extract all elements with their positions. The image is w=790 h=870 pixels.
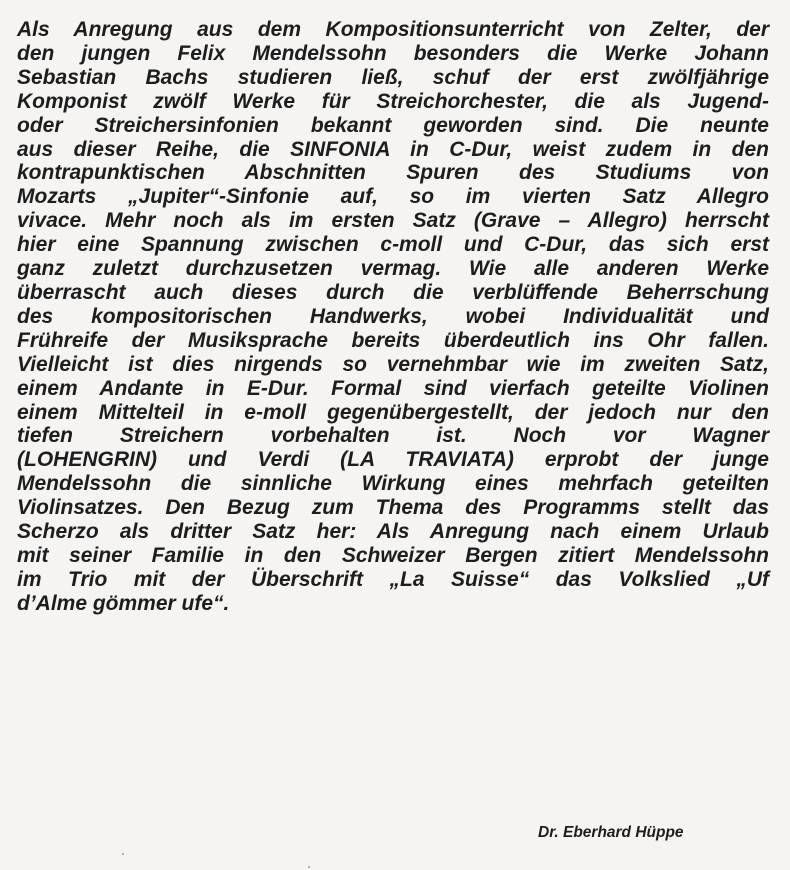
body-paragraph <box>17 18 769 616</box>
paragraph-line: mit seiner Familie in den Schweizer Bergen zitiert Mendelssohn <box>17 543 769 567</box>
paragraph-line: Komponist zwölf Werke für Streichorchester, die als Jugend- <box>17 89 769 113</box>
author-signature: Dr. Eberhard Hüppe <box>538 824 684 841</box>
paragraph-line: Sebastian Bachs studieren ließ, schuf der erst zwölfjährige <box>17 65 769 89</box>
paragraph-line: oder Streichersinfonien bekannt geworden sind. Die neunte <box>17 113 769 137</box>
paragraph-line: aus dieser Reihe, die SINFONIA in C-Dur, weist zudem in den <box>17 137 769 161</box>
paragraph-line: hier eine Spannung zwischen c-moll und C-Dur, das sich erst <box>17 233 769 257</box>
paragraph-line: einem Andante in E-Dur. Formal sind vierfach geteilte Violinen <box>17 376 769 400</box>
paragraph-line: Frühreife der Musiksprache bereits überdeutlich ins Ohr fallen. <box>17 328 769 352</box>
paragraph-line: kontrapunktischen Abschnitten Spuren des Studiums von <box>17 161 769 185</box>
paragraph-line: einem Mittelteil in e-moll gegenübergestellt, der jedoch nur den <box>17 400 769 424</box>
paragraph-line: Mozarts „Jupiter“-Sinfonie auf, so im vierten Satz Allegro <box>17 185 769 209</box>
paragraph-line: Vielleicht ist dies nirgends so vernehmbar wie im zweiten Satz, <box>17 352 769 376</box>
scan-speck <box>308 866 310 868</box>
paragraph-line: tiefen Streichern vorbehalten ist. Noch vor Wagner <box>17 424 769 448</box>
paragraph-line: Als Anregung aus dem Kompositionsunterricht von Zelter, der <box>17 18 769 41</box>
paragraph-line: den jungen Felix Mendelssohn besonders die Werke Johann <box>17 41 769 65</box>
paragraph-line: Violinsatzes. Den Bezug zum Thema des Programms stellt das <box>17 496 769 520</box>
paragraph-line: ganz zuletzt durchzusetzen vermag. Wie alle anderen Werke <box>17 257 769 281</box>
paragraph-line: im Trio mit der Überschrift „La Suisse“ das Volkslied „Uf <box>17 567 769 591</box>
scan-speck <box>122 853 124 855</box>
paragraph-line: (LOHENGRIN) und Verdi (LA TRAVIATA) erprobt der junge <box>17 448 769 472</box>
paragraph-line: des kompositorischen Handwerks, wobei Individualität und <box>17 304 769 328</box>
paragraph-line: Scherzo als dritter Satz her: Als Anregung nach einem Urlaub <box>17 520 769 544</box>
paragraph-line: d’Alme gömmer ufe“. <box>17 591 230 615</box>
paragraph-line: überrascht auch dieses durch die verblüffende Beherrschung <box>17 280 769 304</box>
paragraph-line: vivace. Mehr noch als im ersten Satz (Grave – Allegro) herrscht <box>17 209 769 233</box>
paragraph-line: Mendelssohn die sinnliche Wirkung eines mehrfach geteilten <box>17 472 769 496</box>
